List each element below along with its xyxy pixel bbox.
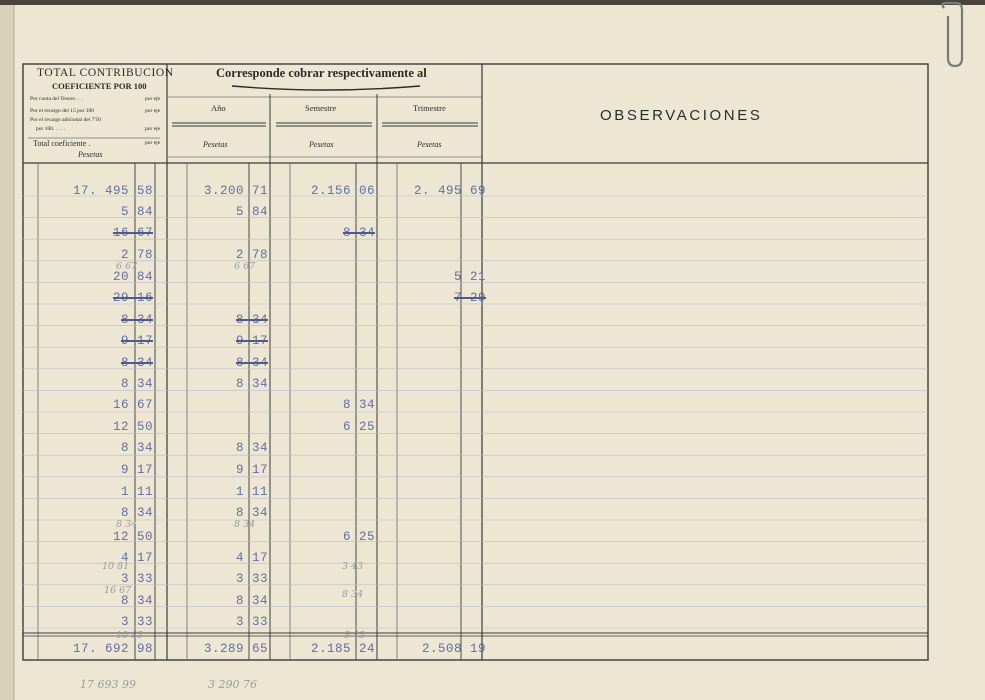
entry-sem: 6 25 <box>342 420 375 434</box>
entry-ano: 8 34 <box>235 377 268 391</box>
entry-total: 3 33 <box>120 615 153 629</box>
entry-ano: 3 33 <box>235 572 268 586</box>
pesetas-label-total: Pesetas <box>78 150 103 159</box>
entry-ano: 3 33 <box>235 615 268 629</box>
entry-total: 8 34 <box>120 313 153 327</box>
coeficiente-label: COEFICIENTE POR 100 <box>52 81 147 91</box>
cuota-tesoro-label: Por cuota del Tesoro . . . <box>30 96 84 102</box>
entry-total: 5 84 <box>120 205 153 219</box>
entry-ano: 5 84 <box>235 205 268 219</box>
entry-ano: 1 11 <box>235 485 268 499</box>
total-sem: 2.185 24 <box>310 642 375 656</box>
pencil-note: 17 693 99 <box>80 678 136 691</box>
corresponde-heading: Corresponde cobrar respectivamente al <box>216 66 427 80</box>
entry-ano: 8 34 <box>235 441 268 455</box>
entry-sem: 8 34 <box>342 226 375 240</box>
entry-total: 2 78 <box>120 248 153 262</box>
entry-total: 17. 495 58 <box>72 184 153 198</box>
entry-ano: 8 34 <box>235 506 268 520</box>
entry-total: 12 50 <box>112 420 153 434</box>
entry-total: 9 17 <box>120 334 153 348</box>
entry-tri: 7 29 <box>453 291 486 305</box>
total-tri: 2.508 19 <box>421 642 486 656</box>
entry-total: 8 34 <box>120 356 153 370</box>
por-eje-3: por eje <box>145 126 161 132</box>
entry-ano: 9 17 <box>235 334 268 348</box>
por-eje-1: por eje <box>145 96 161 102</box>
entry-total: 4 17 <box>120 551 153 565</box>
pencil-note: 6 67 <box>234 261 256 272</box>
entry-total: 29 16 <box>112 291 153 305</box>
entry-total: 8 34 <box>120 506 153 520</box>
entry-ano: 3.200 71 <box>203 184 268 198</box>
entry-total: 9 17 <box>120 463 153 477</box>
entry-tri: 2. 495 69 <box>413 184 486 198</box>
entry-total: 12 50 <box>112 530 153 544</box>
pencil-note: 8 34 <box>116 519 138 530</box>
pencil-note: 10 83 <box>116 630 144 641</box>
pencil-note: 8 34 <box>234 519 256 530</box>
entry-ano: 8 34 <box>235 356 268 370</box>
entry-sem: 2.156 06 <box>310 184 375 198</box>
row-rules <box>23 196 928 628</box>
recargo-adicional-label-2: por 100. . . . . <box>36 126 66 132</box>
entry-ano: 8 34 <box>235 594 268 608</box>
por-eje-4: por eje <box>145 140 161 146</box>
entry-ano: 2 78 <box>235 248 268 262</box>
entry-tri: 5 21 <box>453 270 486 284</box>
entry-total: 8 34 <box>120 594 153 608</box>
ano-column-header: Año <box>211 103 226 113</box>
entry-sem: 6 25 <box>342 530 375 544</box>
por-eje-2: por eje <box>145 108 161 114</box>
entry-total: 1 11 <box>120 485 153 499</box>
entry-ano: 4 17 <box>235 551 268 565</box>
semestre-column-header: Semestre <box>305 103 337 113</box>
entry-total: 16 67 <box>112 398 153 412</box>
recargo-15-label: Por el recargo del 15 por 100 <box>30 108 95 114</box>
pencil-note: 16 67 <box>104 585 132 596</box>
pencil-note: 8 34 <box>342 589 364 600</box>
entry-ano: 9 17 <box>235 463 268 477</box>
trimestre-column-header: Trimestre <box>413 103 446 113</box>
entry-total: 20 84 <box>112 270 153 284</box>
entry-total: 8 34 <box>120 377 153 391</box>
entry-ano: 8 34 <box>235 313 268 327</box>
total-total: 17. 692 98 <box>72 642 153 656</box>
total-coeficiente-label: Total coeficiente . <box>33 139 91 148</box>
pencil-note: 5 43 <box>344 630 366 641</box>
entry-total: 16 67 <box>112 226 153 240</box>
pesetas-label-ano: Pesetas <box>203 140 228 149</box>
total-contribucion-title: TOTAL CONTRIBUCION <box>37 67 174 79</box>
pesetas-label-semestre: Pesetas <box>309 140 334 149</box>
observaciones-heading: OBSERVACIONES <box>600 107 763 124</box>
total-ano: 3.289 65 <box>203 642 268 656</box>
pencil-note: 6 67 <box>116 261 138 272</box>
entry-total: 8 34 <box>120 441 153 455</box>
pesetas-label-trimestre: Pesetas <box>417 140 442 149</box>
pencil-note: 10 81 <box>102 561 130 572</box>
entry-total: 3 33 <box>120 572 153 586</box>
pencil-note: 3 290 76 <box>208 678 257 691</box>
recargo-adicional-label: Por el recargo adicional del 7'50 <box>30 117 101 123</box>
pencil-note: 3 43 <box>342 561 364 572</box>
entry-sem: 8 34 <box>342 398 375 412</box>
